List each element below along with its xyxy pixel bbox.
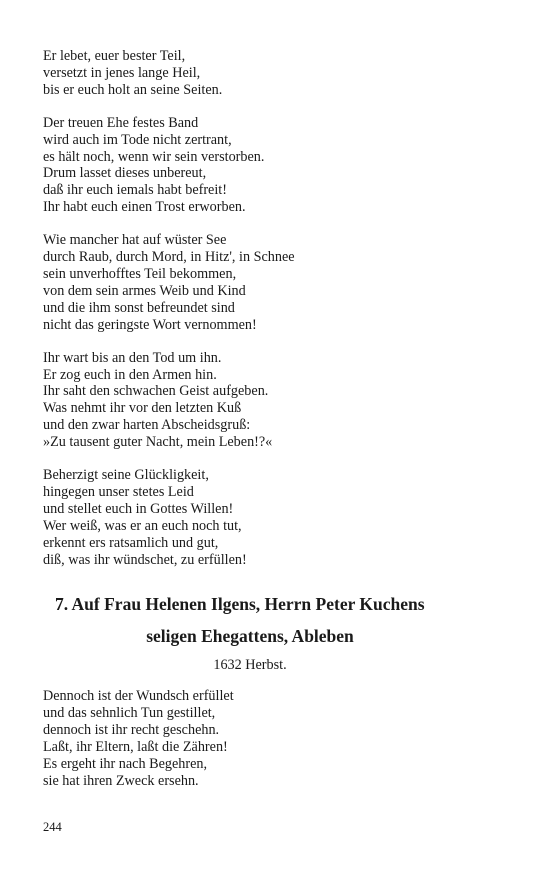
verse-line: und die ihm sonst befreundet sind [43, 299, 235, 316]
verse-line: wird auch im Tode nicht zertrant, [43, 131, 232, 148]
poem-continued [43, 48, 503, 584]
stanza-5 [43, 467, 503, 568]
poem-title-line-2: seligen Ehegattens, Ableben [146, 626, 354, 646]
verse-line: dennoch ist ihr recht geschehn. [43, 721, 220, 738]
stanza-2 [43, 115, 503, 216]
verse-line: Er lebet, euer bester Teil, [43, 48, 186, 64]
verse-line: Wie mancher hat auf wüster See [43, 232, 227, 249]
poem-date: 1632 Herbst. [213, 657, 287, 673]
poem-2-stanza [43, 688, 503, 789]
verse-line: und den zwar harten Abscheidsgruß: [43, 417, 251, 434]
verse-line: Was nehmt ihr vor den letzten Kuß [43, 400, 242, 417]
verse-line: Laßt, ihr Eltern, laßt die Zähren! [43, 738, 228, 755]
verse-line: durch Raub, durch Mord, in Hitz', in Schnee [43, 249, 295, 266]
verse-line: hingegen unser stetes Leid [43, 483, 194, 500]
verse-line: es hält noch, wenn wir sein verstorben. [43, 148, 265, 165]
verse-line: und das sehnlich Tun gestillet, [43, 704, 216, 721]
verse-line: erkennt ers ratsamlich und gut, [43, 534, 219, 551]
stanza-1 [43, 48, 503, 99]
verse-line: bis er euch holt an seine Seiten. [43, 81, 223, 98]
verse-line: Der treuen Ehe festes Band [43, 114, 199, 131]
verse-line: und stellet euch in Gottes Willen! [43, 500, 234, 517]
verse-line: Beherzigt seine Glückligkeit, [43, 467, 209, 484]
verse-line: Er zog euch in den Armen hin. [43, 366, 217, 383]
verse-line: sie hat ihren Zweck ersehn. [43, 772, 199, 789]
verse-line: Ihr wart bis an den Tod um ihn. [43, 349, 222, 366]
verse-line: Drum lasset dieses unbereut, [43, 165, 207, 182]
verse-line: Ihr habt euch einen Trost erworben. [43, 199, 246, 216]
verse-line: von dem sein armes Weib und Kind [43, 282, 246, 299]
verse-line: Dennoch ist der Wundsch erfüllet [43, 688, 234, 704]
verse-line: sein unverhofftes Teil bekommen, [43, 265, 237, 282]
page-number: 244 [43, 820, 62, 834]
stanza-3 [43, 232, 503, 333]
verse-line: diß, was ihr wündschet, zu erfüllen! [43, 551, 247, 568]
verse-line: Es ergeht ihr nach Begehren, [43, 755, 208, 772]
verse-line: versetzt in jenes lange Heil, [43, 64, 201, 81]
verse-line: daß ihr euch iemals habt befreit! [43, 182, 227, 199]
verse-line: »Zu tausent guter Nacht, mein Leben!?« [43, 434, 273, 451]
stanza-4 [43, 350, 503, 451]
verse-line: Ihr saht den schwachen Geist aufgeben. [43, 383, 269, 400]
verse-line: nicht das geringste Wort vernommen! [43, 316, 257, 333]
verse-line: Wer weiß, was er an euch noch tut, [43, 517, 242, 534]
poem-title-line-1: 7. Auf Frau Helenen Ilgens, Herrn Peter Kuchens [55, 594, 425, 614]
